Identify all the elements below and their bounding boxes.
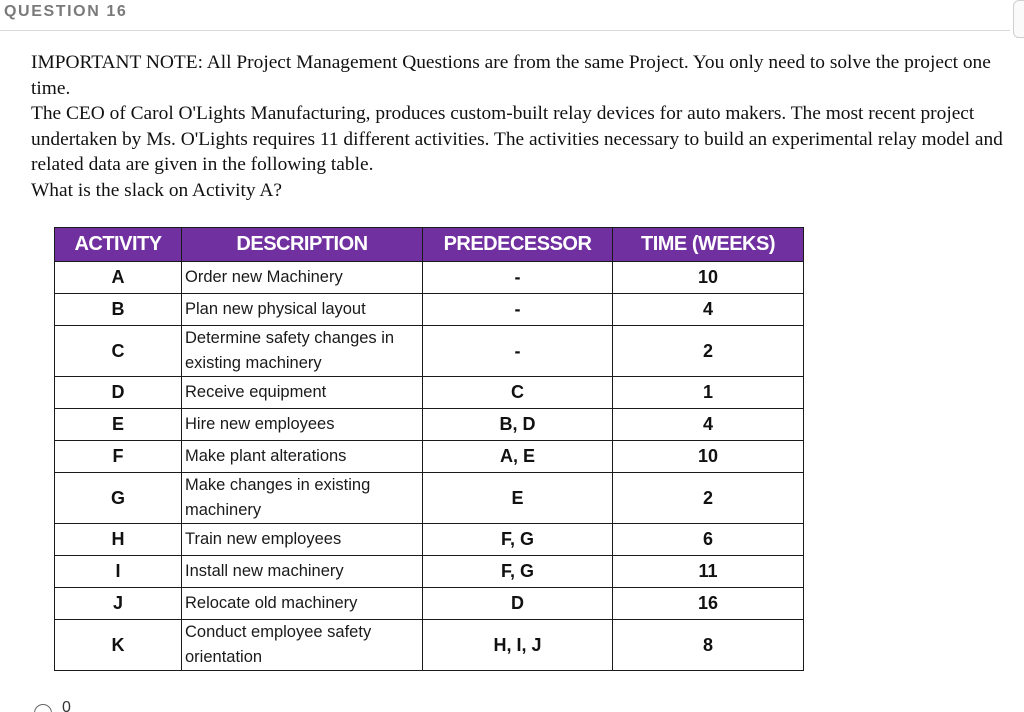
question-text xyxy=(31,50,1006,203)
table-row xyxy=(55,473,804,524)
scenario-description: The CEO of Carol O'Lights Manufacturing, produces custom-built relay devices for auto makers. The most recent project undertaken by Ms. O'Lights requires 11 different activities. The activities necessary to build an experimental relay model and related data are given in the following table. xyxy=(31,103,1003,175)
activity-cell: D xyxy=(55,377,182,409)
activity-cell: I xyxy=(55,556,182,588)
description-cell: Make changes in existing machinery xyxy=(182,473,423,524)
table-row xyxy=(55,524,804,556)
header-activity: ACTIVITY xyxy=(55,228,182,262)
side-panel-edge[interactable] xyxy=(1013,0,1024,38)
predecessor-cell: B, D xyxy=(423,409,613,441)
time-cell: 1 xyxy=(613,377,804,409)
table-row xyxy=(55,377,804,409)
activity-table xyxy=(54,227,804,671)
time-cell: 4 xyxy=(613,294,804,326)
question-header xyxy=(0,0,1010,31)
activity-cell: K xyxy=(55,620,182,671)
description-cell: Plan new physical layout xyxy=(182,294,423,326)
question-prompt: What is the slack on Activity A? xyxy=(31,179,282,201)
predecessor-cell: - xyxy=(423,326,613,377)
predecessor-cell: F, G xyxy=(423,524,613,556)
activity-cell: E xyxy=(55,409,182,441)
table-row xyxy=(55,294,804,326)
header-predecessor: PREDECESSOR xyxy=(423,228,613,262)
activity-cell: J xyxy=(55,588,182,620)
description-cell: Make plant alterations xyxy=(182,441,423,473)
time-cell: 10 xyxy=(613,262,804,294)
time-cell: 16 xyxy=(613,588,804,620)
time-cell: 2 xyxy=(613,326,804,377)
table-row xyxy=(55,556,804,588)
time-cell: 11 xyxy=(613,556,804,588)
predecessor-cell: - xyxy=(423,294,613,326)
description-cell: Hire new employees xyxy=(182,409,423,441)
time-cell: 2 xyxy=(613,473,804,524)
table-row xyxy=(55,326,804,377)
predecessor-cell: C xyxy=(423,377,613,409)
predecessor-cell: E xyxy=(423,473,613,524)
activity-cell: F xyxy=(55,441,182,473)
time-cell: 8 xyxy=(613,620,804,671)
description-cell: Train new employees xyxy=(182,524,423,556)
table-row xyxy=(55,262,804,294)
table-header-row xyxy=(55,228,804,262)
predecessor-cell: - xyxy=(423,262,613,294)
activity-cell: C xyxy=(55,326,182,377)
table-row xyxy=(55,409,804,441)
description-cell: Determine safety changes in existing machinery xyxy=(182,326,423,377)
activity-cell: A xyxy=(55,262,182,294)
activity-cell: G xyxy=(55,473,182,524)
question-number: QUESTION 16 xyxy=(4,3,128,20)
time-cell: 10 xyxy=(613,441,804,473)
predecessor-cell: H, I, J xyxy=(423,620,613,671)
table-row xyxy=(55,588,804,620)
description-cell: Install new machinery xyxy=(182,556,423,588)
table-row xyxy=(55,441,804,473)
time-cell: 6 xyxy=(613,524,804,556)
activity-cell: H xyxy=(55,524,182,556)
important-note: IMPORTANT NOTE: All Project Management Questions are from the same Project. You only need to solve the project one time. xyxy=(31,52,991,99)
activity-cell: B xyxy=(55,294,182,326)
description-cell: Order new Machinery xyxy=(182,262,423,294)
table-row xyxy=(55,620,804,671)
description-cell: Conduct employee safety orientation xyxy=(182,620,423,671)
time-cell: 4 xyxy=(613,409,804,441)
predecessor-cell: F, G xyxy=(423,556,613,588)
description-cell: Receive equipment xyxy=(182,377,423,409)
predecessor-cell: A, E xyxy=(423,441,613,473)
description-cell: Relocate old machinery xyxy=(182,588,423,620)
predecessor-cell: D xyxy=(423,588,613,620)
header-time: TIME (WEEKS) xyxy=(613,228,804,262)
answer-option-radio[interactable] xyxy=(34,704,52,712)
answer-option-label[interactable]: 0 xyxy=(62,699,71,712)
header-description: DESCRIPTION xyxy=(182,228,423,262)
